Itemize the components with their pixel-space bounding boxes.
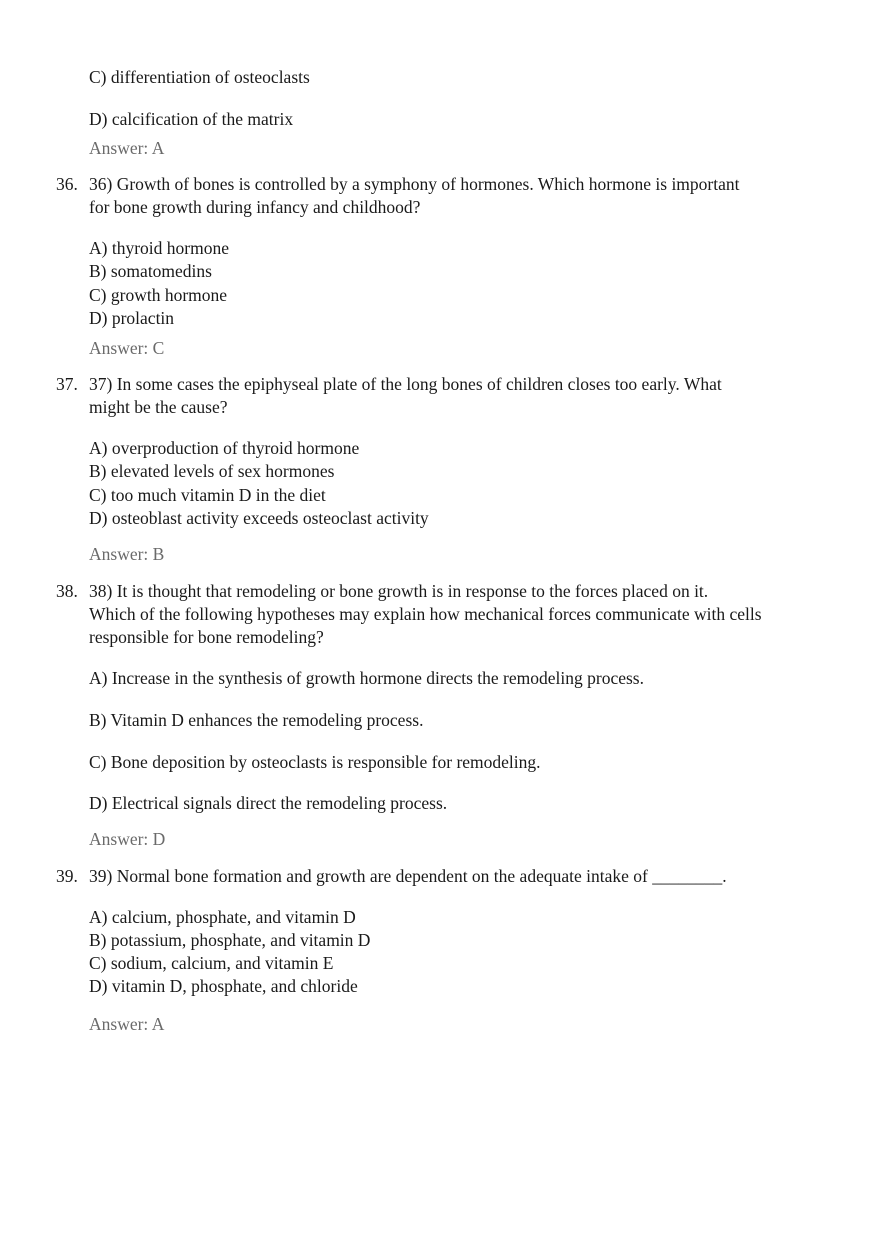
prev-option-c: C) differentiation of osteoclasts [89, 67, 310, 87]
question-36-option-b: B) somatomedins [89, 261, 212, 281]
question-36-option-d: D) prolactin [89, 308, 175, 328]
question-39-answer: Answer: A [89, 1014, 165, 1034]
question-36-number: 36. [56, 174, 78, 194]
question-36-text-line-1: 36) Growth of bones is controlled by a symphony of hormones. Which hormone is important [89, 174, 740, 194]
question-37-answer: Answer: B [89, 544, 165, 564]
question-37-option-a: A) overproduction of thyroid hormone [89, 438, 360, 458]
question-38-number: 38. [56, 581, 78, 601]
question-38-option-a: A) Increase in the synthesis of growth hormone directs the remodeling process. [89, 668, 644, 688]
question-39-number: 39. [56, 866, 78, 886]
question-38-answer: Answer: D [89, 829, 166, 849]
question-37-option-c: C) too much vitamin D in the diet [89, 485, 326, 505]
prev-option-d: D) calcification of the matrix [89, 109, 294, 129]
question-39-text-line-1: 39) Normal bone formation and growth are dependent on the adequate intake of ________. [89, 866, 727, 886]
question-37-option-d: D) osteoblast activity exceeds osteoclast activity [89, 508, 429, 528]
question-37-number: 37. [56, 374, 78, 394]
question-39-option-a: A) calcium, phosphate, and vitamin D [89, 907, 356, 927]
question-36-option-a: A) thyroid hormone [89, 238, 229, 258]
prev-answer: Answer: A [89, 138, 165, 158]
question-39-option-c: C) sodium, calcium, and vitamin E [89, 953, 334, 973]
question-36-option-c: C) growth hormone [89, 285, 228, 305]
question-39-option-d: D) vitamin D, phosphate, and chloride [89, 976, 358, 996]
question-37-text-line-1: 37) In some cases the epiphyseal plate of the long bones of children closes too early. What [89, 374, 722, 394]
question-38-text-line-2: Which of the following hypotheses may explain how mechanical forces communicate with cells [89, 604, 762, 624]
question-38-option-c: C) Bone deposition by osteoclasts is responsible for remodeling. [89, 752, 541, 772]
question-39-option-b: B) potassium, phosphate, and vitamin D [89, 930, 371, 950]
question-36-answer: Answer: C [89, 338, 165, 358]
question-37-option-b: B) elevated levels of sex hormones [89, 461, 335, 481]
question-37-text-line-2: might be the cause? [89, 397, 228, 417]
question-38-option-d: D) Electrical signals direct the remodeling process. [89, 793, 448, 813]
question-38-option-b: B) Vitamin D enhances the remodeling process. [89, 710, 424, 730]
question-36-text-line-2: for bone growth during infancy and childhood? [89, 197, 421, 217]
question-38-text-line-1: 38) It is thought that remodeling or bone growth is in response to the forces placed on it. [89, 581, 709, 601]
question-38-text-line-3: responsible for bone remodeling? [89, 627, 324, 647]
